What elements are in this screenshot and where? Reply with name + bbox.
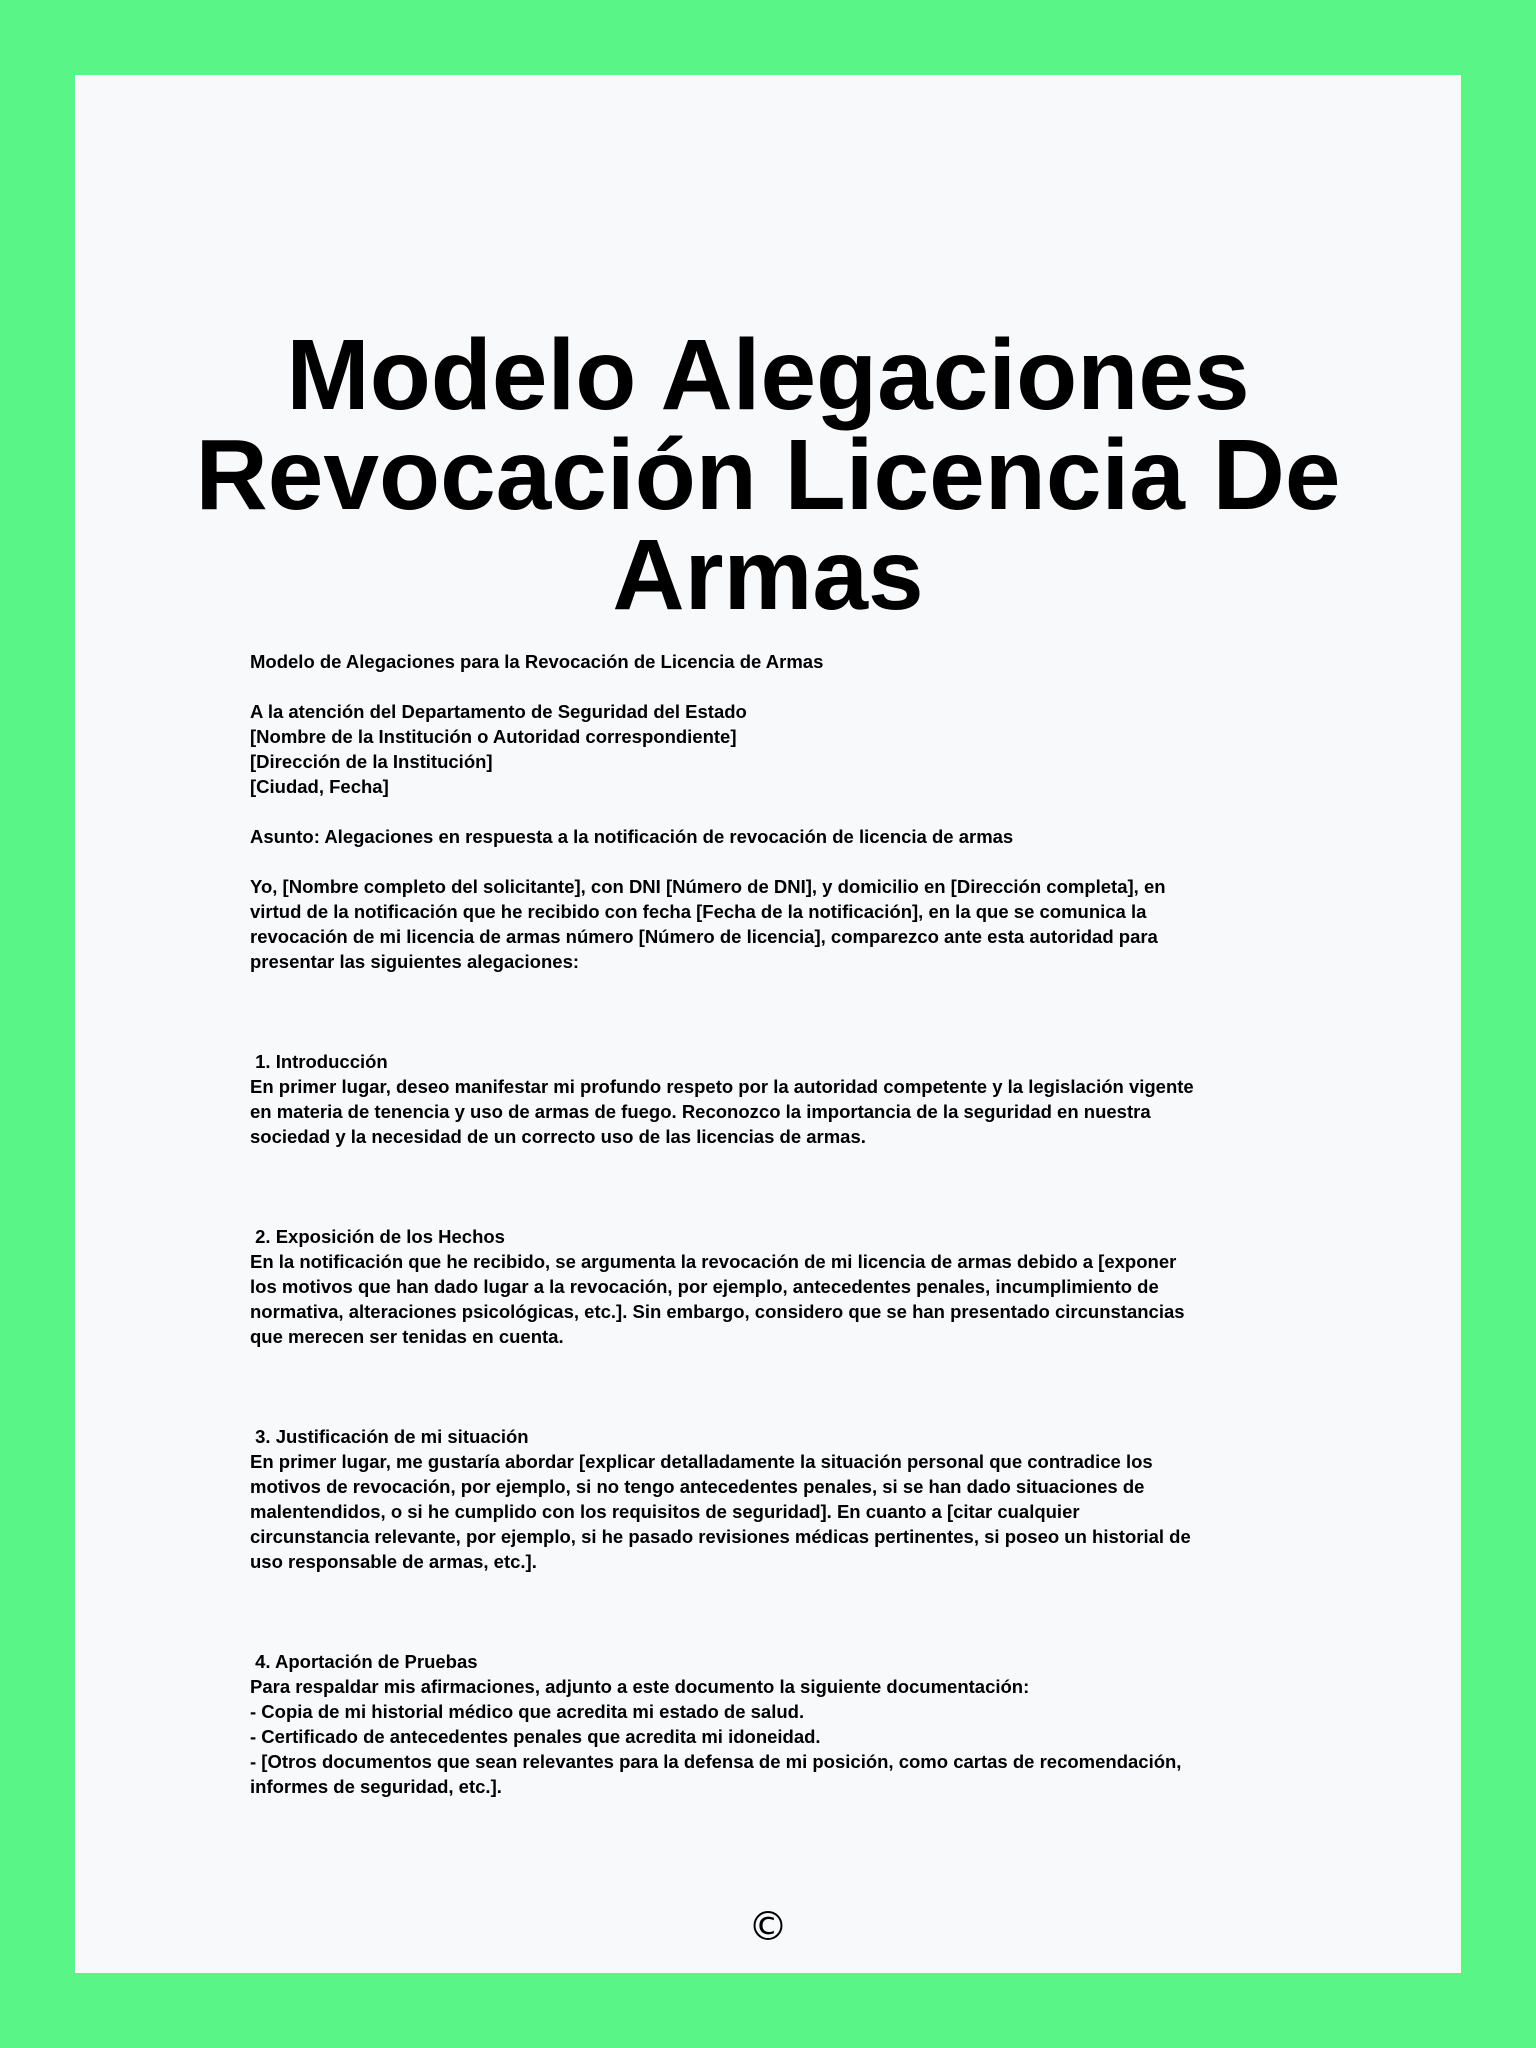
- address-block: [250, 699, 1370, 799]
- paragraph-line: que merecen ser tenidas en cuenta.: [250, 1326, 564, 1347]
- spacer: [250, 1574, 1370, 1649]
- section-heading: 3. Justificación de mi situación: [250, 1426, 529, 1447]
- list-item: - [Otros documentos que sean relevantes para la defensa de mi posición, como cartas de recomendación,: [250, 1751, 1182, 1772]
- paragraph-line: circunstancia relevante, por ejemplo, si he pasado revisiones médicas pertinentes, si poseo un historial de: [250, 1526, 1191, 1547]
- address-line: [Dirección de la Institución]: [250, 751, 493, 772]
- paragraph-line: virtud de la notificación que he recibido con fecha [Fecha de la notificación], en la que se comunica la: [250, 901, 1147, 922]
- spacer: [250, 849, 1370, 874]
- paragraph-line: uso responsable de armas, etc.].: [250, 1551, 537, 1572]
- list-item: informes de seguridad, etc.].: [250, 1776, 502, 1797]
- copyright-icon: ©: [748, 1904, 788, 1950]
- spacer: [250, 1349, 1370, 1424]
- paragraph-line: En primer lugar, deseo manifestar mi profundo respeto por la autoridad competente y la legislación vigente: [250, 1076, 1194, 1097]
- page-title: [75, 319, 1461, 631]
- paragraph-line: motivos de revocación, por ejemplo, si no tengo antecedentes penales, si se han dado situaciones de: [250, 1476, 1145, 1497]
- document-page: [75, 75, 1461, 1973]
- document-heading: Modelo de Alegaciones para la Revocación de Licencia de Armas: [250, 651, 824, 672]
- paragraph-line: En primer lugar, me gustaría abordar [explicar detalladamente la situación personal que contradice los: [250, 1451, 1153, 1472]
- address-line: [Nombre de la Institución o Autoridad correspondiente]: [250, 726, 737, 747]
- address-line: [Ciudad, Fecha]: [250, 776, 389, 797]
- title-line: Modelo Alegaciones: [286, 319, 1250, 431]
- paragraph-line: normativa, alteraciones psicológicas, etc.]. Sin embargo, considero que se han presentado circunstancias: [250, 1301, 1185, 1322]
- paragraph-line: En la notificación que he recibido, se argumenta la revocación de mi licencia de armas debido a [exponer: [250, 1251, 1177, 1272]
- paragraph-line: en materia de tenencia y uso de armas de fuego. Reconozco la importancia de la seguridad en nuestra: [250, 1101, 1151, 1122]
- paragraph-line: Yo, [Nombre completo del solicitante], con DNI [Número de DNI], y domicilio en [Dirección completa], en: [250, 876, 1166, 897]
- intro-paragraph: [250, 874, 1370, 974]
- address-line: A la atención del Departamento de Seguridad del Estado: [250, 701, 747, 722]
- spacer: [250, 974, 1370, 1049]
- title-line: Revocación Licencia De: [195, 419, 1341, 531]
- section-heading: 2. Exposición de los Hechos: [250, 1226, 505, 1247]
- section-heading: 1. Introducción: [250, 1051, 388, 1072]
- spacer: [250, 674, 1370, 699]
- document-body: [250, 649, 1370, 1799]
- section-justificacion: [250, 1424, 1370, 1574]
- paragraph-line: presentar las siguientes alegaciones:: [250, 951, 580, 972]
- section-exposicion-hechos: [250, 1224, 1370, 1349]
- title-line: Armas: [612, 519, 924, 631]
- paragraph-line: Para respaldar mis afirmaciones, adjunto a este documento la siguiente documentación:: [250, 1676, 1030, 1697]
- paragraph-line: malentendidos, o si he cumplido con los requisitos de seguridad]. En cuanto a [citar cualquier: [250, 1501, 1080, 1522]
- section-aportacion-pruebas: [250, 1649, 1370, 1799]
- spacer: [250, 1149, 1370, 1224]
- paragraph-line: revocación de mi licencia de armas número [Número de licencia], comparezco ante esta autoridad para: [250, 926, 1158, 947]
- subject-line: Asunto: Alegaciones en respuesta a la notificación de revocación de licencia de armas: [250, 826, 1014, 847]
- list-item: - Certificado de antecedentes penales que acredita mi idoneidad.: [250, 1726, 821, 1747]
- paragraph-line: los motivos que han dado lugar a la revocación, por ejemplo, antecedentes penales, incumplimiento de: [250, 1276, 1159, 1297]
- list-item: - Copia de mi historial médico que acredita mi estado de salud.: [250, 1701, 805, 1722]
- section-heading: 4. Aportación de Pruebas: [250, 1651, 478, 1672]
- spacer: [250, 799, 1370, 824]
- paragraph-line: sociedad y la necesidad de un correcto uso de las licencias de armas.: [250, 1126, 866, 1147]
- section-introduccion: [250, 1049, 1370, 1149]
